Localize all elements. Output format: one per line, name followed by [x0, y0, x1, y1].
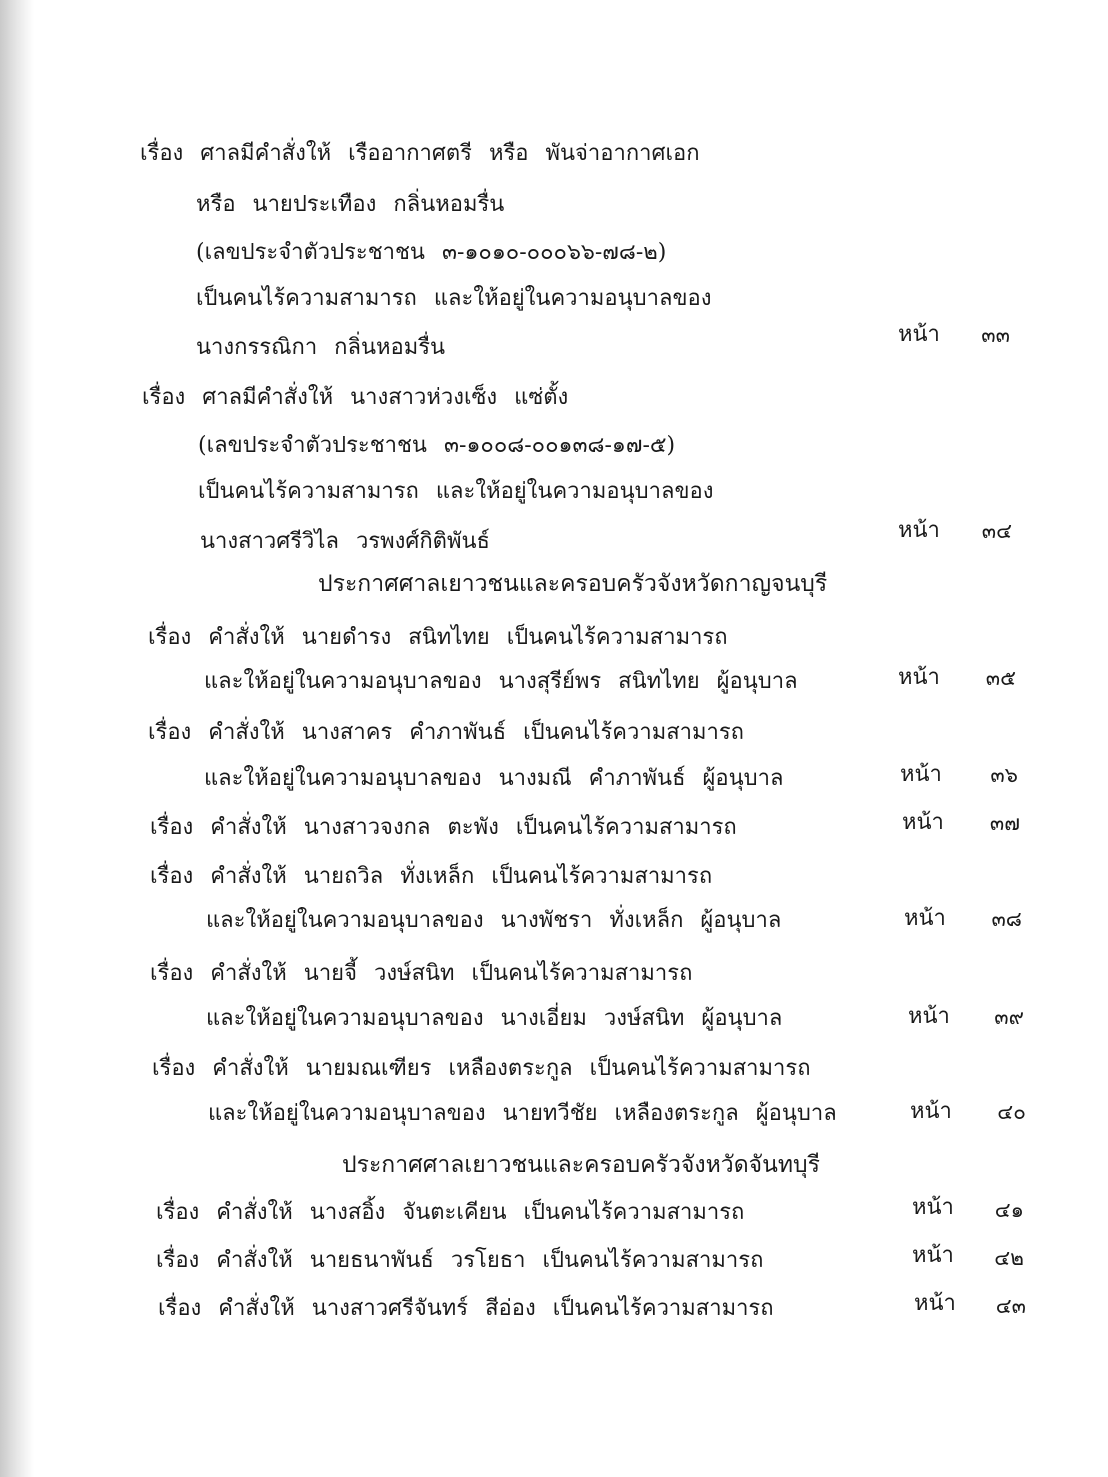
page-label: หน้า [898, 665, 940, 690]
entry-line: (เลขประจำตัวประชาชน ๓-๑๐๐๘-๐๐๑๓๘-๑๗-๕) [198, 433, 676, 458]
subject-label: เรื่อง [148, 625, 192, 650]
page-number: ๓๕ [985, 666, 1016, 690]
entry-line: และให้อยู่ในความอนุบาลของ นางมณี คำภาพันธ์ ผู้อนุบาล [204, 766, 784, 791]
page-label: หน้า [900, 762, 942, 787]
subject-label: เรื่อง [150, 815, 194, 840]
entry-line: (เลขประจำตัวประชาชน ๓-๑๐๑๐-๐๐๐๖๖-๗๘-๒) [196, 240, 667, 265]
subject-label: เรื่อง [156, 1200, 200, 1225]
page-number: ๓๘ [991, 907, 1022, 931]
court-announcement-heading: ประกาศศาลเยาวชนและครอบครัวจังหวัดกาญจนบุรี [318, 571, 828, 597]
entry-line: เรื่อง คำสั่งให้ นางสาวจงกล ตะพัง เป็นคนไร้ความสามารถ [150, 815, 737, 840]
page-number: ๔๐ [997, 1100, 1026, 1124]
page-number: ๓๙ [994, 1005, 1024, 1029]
entry-line: เรื่อง คำสั่งให้ นายมณเฑียร เหลืองตระกูล เป็นคนไร้ความสามารถ [152, 1056, 811, 1081]
entry-line: เป็นคนไร้ความสามารถ และให้อยู่ในความอนุบาลของ [198, 479, 714, 504]
page-number: ๔๑ [994, 1198, 1024, 1222]
page-number: ๔๓ [995, 1294, 1026, 1318]
court-announcement-heading: ประกาศศาลเยาวชนและครอบครัวจังหวัดจันทบุรี [342, 1152, 820, 1178]
entry-line: เรื่อง ศาลมีคำสั่งให้ เรืออากาศตรี หรือ พันจ่าอากาศเอก [140, 141, 700, 166]
subject-label: เรื่อง [158, 1296, 202, 1321]
entry-line: เรื่อง คำสั่งให้ นางสาคร คำภาพันธ์ เป็นคนไร้ความสามารถ [148, 720, 744, 745]
subject-label: เรื่อง [142, 385, 186, 410]
page-number: ๓๖ [990, 763, 1018, 787]
page-number: ๓๓ [981, 323, 1010, 347]
entry-line: เรื่อง คำสั่งให้ นางสาวศรีจันทร์ สีอ่อง เป็นคนไร้ความสามารถ [158, 1296, 774, 1321]
entry-line: เป็นคนไร้ความสามารถ และให้อยู่ในความอนุบาลของ [196, 286, 712, 311]
entry-line: เรื่อง คำสั่งให้ นายจี้ วงษ์สนิท เป็นคนไร้ความสามารถ [150, 961, 693, 986]
subject-label: เรื่อง [150, 864, 194, 889]
entry-line: หรือ นายประเทือง กลิ่นหอมรื่น [196, 192, 505, 217]
page-label: หน้า [902, 810, 944, 835]
page-label: หน้า [908, 1004, 950, 1029]
page-label: หน้า [898, 322, 940, 347]
citizen-id: ๓-๑๐๐๘-๐๐๑๓๘-๑๗-๕) [443, 433, 676, 458]
entry-line: นางสาวศรีวิไล วรพงศ์กิติพันธ์ [200, 529, 490, 554]
page-label: หน้า [904, 906, 946, 931]
page-label: หน้า [912, 1195, 954, 1220]
subject-label: เรื่อง [156, 1248, 200, 1273]
entry-line: นางกรรณิกา กลิ่นหอมรื่น [196, 335, 446, 360]
subject-label: เรื่อง [140, 141, 184, 166]
entry-line: เรื่อง คำสั่งให้ นางสอิ้ง จันตะเคียน เป็นคนไร้ความสามารถ [156, 1200, 745, 1225]
page-label: หน้า [910, 1099, 952, 1124]
page-label: หน้า [898, 518, 940, 543]
entry-line: และให้อยู่ในความอนุบาลของ นางพัชรา ทั่งเหล็ก ผู้อนุบาล [206, 908, 782, 933]
entry-line: และให้อยู่ในความอนุบาลของ นางเอี่ยม วงษ์สนิท ผู้อนุบาล [206, 1006, 783, 1031]
entry-line: และให้อยู่ในความอนุบาลของ นายทวีชัย เหลืองตระกูล ผู้อนุบาล [208, 1101, 837, 1126]
page-number: ๓๔ [981, 519, 1012, 543]
entry-line: เรื่อง ศาลมีคำสั่งให้ นางสาวห่วงเซ็ง แซ่ตั้ง [142, 385, 569, 410]
page-number: ๔๒ [994, 1246, 1024, 1270]
page-label: หน้า [914, 1291, 956, 1316]
entry-line: เรื่อง คำสั่งให้ นายธนาพันธ์ วรโยธา เป็นคนไร้ความสามารถ [156, 1248, 764, 1273]
page-label: หน้า [912, 1243, 954, 1268]
entry-line: และให้อยู่ในความอนุบาลของ นางสุรีย์พร สนิทไทย ผู้อนุบาล [204, 669, 798, 694]
subject-label: เรื่อง [150, 961, 194, 986]
citizen-id: ๓-๑๐๑๐-๐๐๐๖๖-๗๘-๒) [441, 240, 667, 265]
subject-label: เรื่อง [152, 1056, 196, 1081]
page-number: ๓๗ [989, 811, 1020, 835]
entry-line: เรื่อง คำสั่งให้ นายดำรง สนิทไทย เป็นคนไร้ความสามารถ [148, 625, 728, 650]
subject-label: เรื่อง [148, 720, 192, 745]
entry-line: เรื่อง คำสั่งให้ นายถวิล ทั่งเหล็ก เป็นคนไร้ความสามารถ [150, 864, 713, 889]
